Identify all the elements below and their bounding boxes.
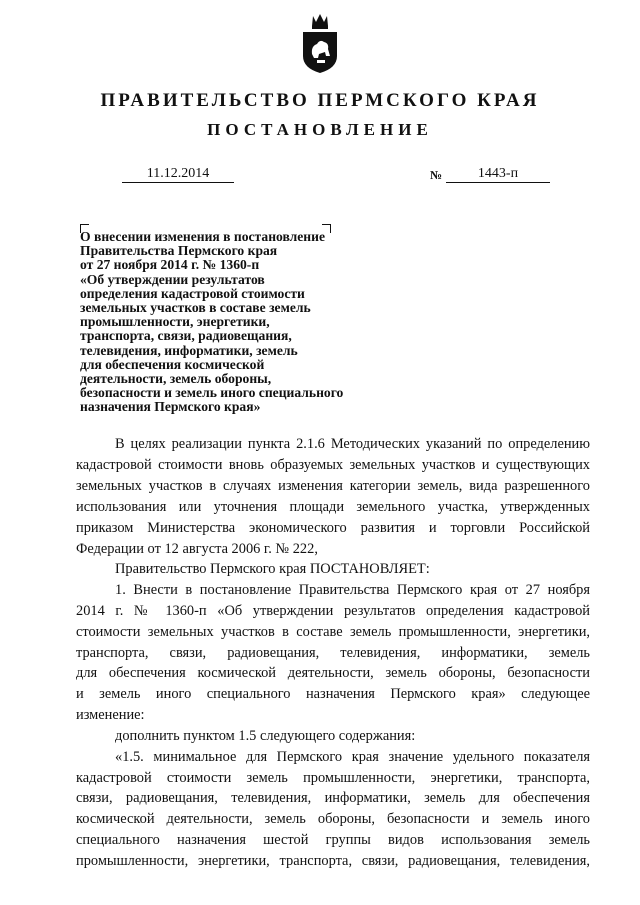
organization-name: ПРАВИТЕЛЬСТВО ПЕРМСКОГО КРАЯ bbox=[100, 90, 540, 111]
body-line: космической деятельности, земель обороны, безопасности и земель иного bbox=[76, 811, 590, 827]
title-line: от 27 ноября 2014 г. № 1360-п bbox=[80, 257, 260, 273]
body-line: промышленности, энергетики, транспорта, связи, радиовещания, телевидения, bbox=[76, 853, 590, 869]
body-line: Федерации от 12 августа 2006 г. № 222, bbox=[76, 541, 318, 557]
body-line: кадастровой стоимости вновь образуемых земельных участков и существующих bbox=[76, 457, 590, 473]
title-line: деятельности, земель обороны, bbox=[80, 371, 272, 387]
body-line: и земель иного специального назначения Пермского края» следующее bbox=[76, 686, 590, 702]
body-line: транспорта, связи, радиовещания, телевидения, информатики, земель bbox=[76, 645, 590, 661]
body-line: приказом Министерства экономического развития и торговли Российской bbox=[76, 520, 590, 536]
body-line: использования или уточнения площади земельного участка, утвержденных bbox=[76, 499, 590, 515]
body-line: земельных участков в случаях изменения категории земель, вида разрешенного bbox=[76, 478, 590, 494]
body-line: специального назначения шестой группы видов использования земель bbox=[76, 832, 590, 848]
document-number: 1443-п bbox=[446, 166, 550, 183]
number-sign: № bbox=[430, 168, 443, 182]
body-line: 1. Внести в постановление Правительства Пермского края от 27 ноября bbox=[115, 582, 590, 598]
document-type: ПОСТАНОВЛЕНИЕ bbox=[207, 120, 433, 139]
document-date: 11.12.2014 bbox=[122, 166, 234, 183]
title-line: О внесении изменения в постановление bbox=[80, 229, 326, 244]
title-line: безопасности и земель иного специального bbox=[80, 385, 344, 401]
body-line: изменение: bbox=[76, 707, 145, 723]
title-line: транспорта, связи, радиовещания, bbox=[80, 328, 292, 344]
body-line: «1.5. минимальное для Пермского края значение удельного показателя bbox=[115, 749, 590, 765]
body-line: Правительство Пермского края ПОСТАНОВЛЯЕТ: bbox=[115, 561, 430, 577]
body-line: 2014 г. № 1360-п «Об утверждении результатов определения кадастровой bbox=[76, 603, 590, 619]
body-line: кадастровой стоимости земель промышленности, энергетики, транспорта, bbox=[76, 770, 590, 786]
title-line: промышленности, энергетики, bbox=[80, 314, 270, 330]
title-line: «Об утверждении результатов bbox=[80, 271, 265, 287]
title-line: определения кадастровой стоимости bbox=[80, 285, 305, 301]
title-line: назначения Пермского края» bbox=[80, 399, 261, 415]
coat-of-arms-icon bbox=[300, 12, 340, 74]
body-line: для обеспечения космической деятельности, земель обороны, безопасности bbox=[76, 665, 590, 681]
body-line: связи, радиовещания, телевидения, информатики, земель для обеспечения bbox=[76, 790, 590, 806]
document-title bbox=[80, 230, 410, 415]
title-line: Правительства Пермского края bbox=[80, 243, 278, 259]
body-line: В целях реализации пункта 2.1.6 Методических указаний по определению bbox=[115, 436, 590, 452]
title-line: телевидения, информатики, земель bbox=[80, 342, 298, 358]
body-line: дополнить пунктом 1.5 следующего содержания: bbox=[115, 728, 416, 744]
body-line: стоимости земельных участков в составе земель промышленности, энергетики, bbox=[76, 624, 590, 640]
title-line: для обеспечения космической bbox=[80, 356, 265, 372]
title-line: земельных участков в составе земель bbox=[80, 300, 311, 316]
